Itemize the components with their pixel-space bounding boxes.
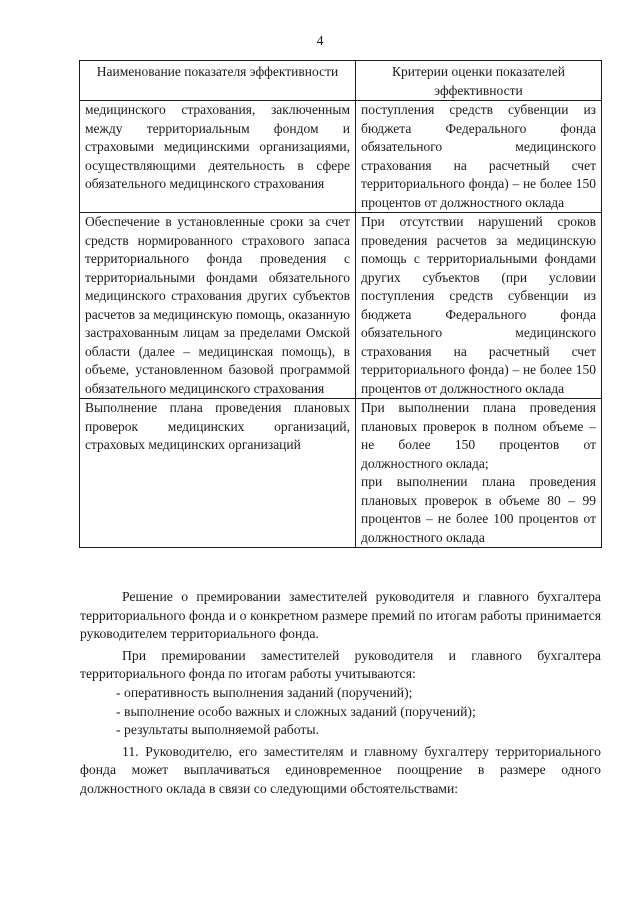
criteria-table xyxy=(79,60,602,548)
table-row xyxy=(80,399,602,548)
list-item: - оперативность выполнения заданий (поручений); xyxy=(116,684,413,700)
table-row xyxy=(80,101,602,213)
paragraph-bonus-factors: При премировании заместителей руководителя и главного бухгалтера территориального фонда по итогам работы учитываются: xyxy=(80,647,601,682)
list-item: - выполнение особо важных и сложных заданий (поручений); xyxy=(116,703,476,719)
indicator-cell: Обеспечение в установленные сроки за счет средств нормированного страхового запаса территориального фонда проведения с территориальными фондами обязательного медицинского страхования других субъектов расчетов за медицинскую помощь, оказанную застрахованным лицам за пределами Омской области (далее – медицинская помощь), в объеме, установленном базовой программой обязательного медицинского страхования xyxy=(80,213,356,399)
criteria-text-extra: при выполнении плана проведения плановых проверок в объеме 80 – 99 процентов – не более 100 процентов от должностного оклада xyxy=(361,474,596,545)
table-header-row xyxy=(80,61,602,101)
paragraph-bonus-decision: Решение о премировании заместителей руководителя и главного бухгалтера территориального фонда и о конкретном размере премий по итогам работы принимается руководителем территориального фонда. xyxy=(80,589,601,642)
table-row xyxy=(80,213,602,399)
column-header-criteria: Критерии оценки показателей эффективности xyxy=(356,61,602,101)
criteria-cell xyxy=(356,399,602,548)
paragraph-clause-11: 11. Руководителю, его заместителям и главному бухгалтеру территориального фонда может выплачиваться единовременное поощрение в размере одного должностного оклада в связи со следующими обстоятельствами: xyxy=(80,743,601,796)
criteria-text: При выполнении плана проведения плановых проверок в полном объеме – не более 150 процентов от должностного оклада; xyxy=(361,400,596,471)
page-number: 4 xyxy=(316,34,324,49)
column-header-indicator: Наименование показателя эффективности xyxy=(80,61,356,101)
list-item: - результаты выполняемой работы. xyxy=(116,722,320,738)
indicator-cell: медицинского страхования, заключенным между территориальным фондом и страховыми медицинскими организациями, осуществляющими деятельность в сфере обязательного медицинского страхования xyxy=(80,101,356,213)
body-text xyxy=(80,588,601,799)
criteria-cell: поступления средств субвенции из бюджета Федерального фонда обязательного медицинского страхования на расчетный счет территориального фонда) – не более 150 процентов от должностного оклада xyxy=(356,101,602,213)
indicator-cell: Выполнение плана проведения плановых проверок медицинских организаций, страховых медицинских организаций xyxy=(80,399,356,548)
criteria-cell: При отсутствии нарушений сроков проведения расчетов за медицинскую помощь с территориальными фондами других субъектов (при условии поступления средств субвенции из бюджета Федерального фонда обязательного медицинского страхования на расчетный счет территориального фонда) – не более 150 процентов от должностного оклада xyxy=(356,213,602,399)
